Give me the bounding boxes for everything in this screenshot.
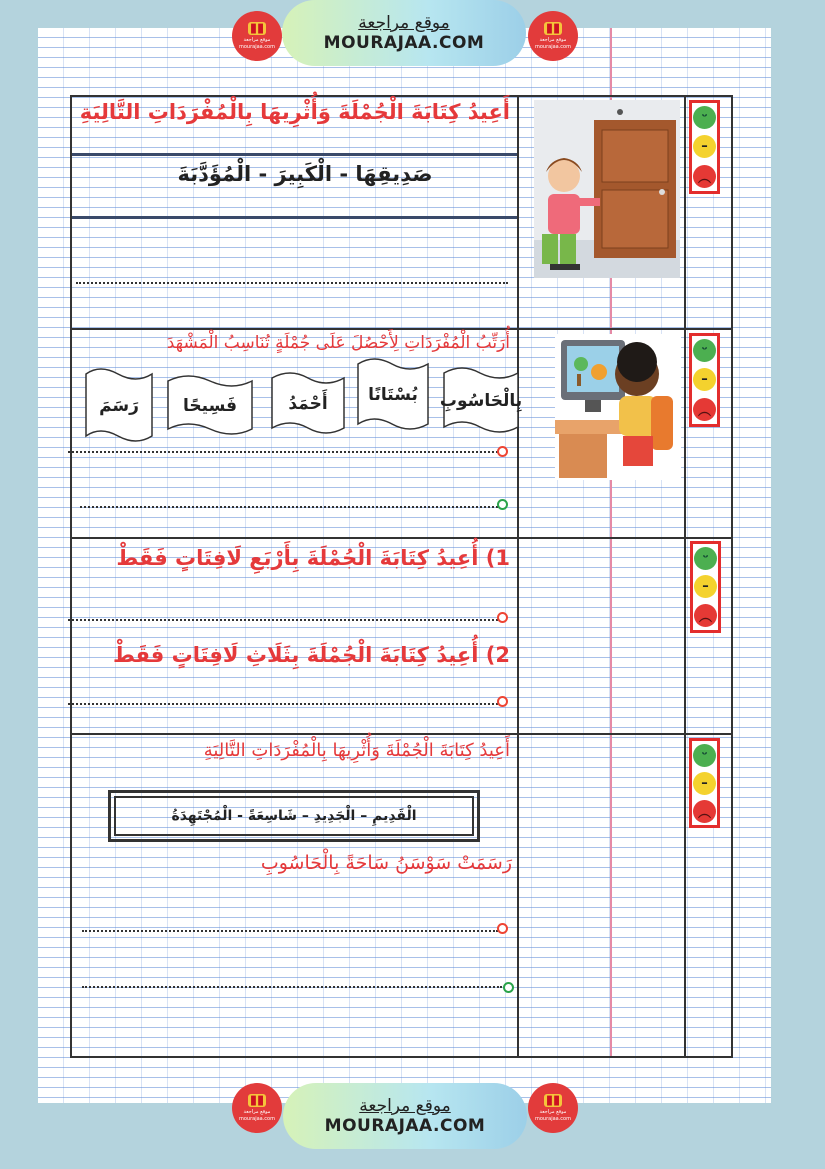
logo-domain: mourajaa.com: [238, 1116, 275, 1122]
site-name-english: MOURAJAA.COM: [324, 1116, 486, 1136]
logo-domain: mourajaa.com: [534, 1116, 571, 1122]
site-name-arabic: موقع مراجعة: [359, 1096, 451, 1116]
header-badge[interactable]: [282, 0, 526, 66]
table-border-left: [70, 95, 72, 1057]
footer-badge[interactable]: [283, 1083, 527, 1149]
flag-word: بُسْتَانًا: [368, 385, 418, 405]
neutral-face-icon[interactable]: –: [693, 772, 716, 795]
line-end-marker: [503, 982, 514, 993]
sad-face-icon[interactable]: ︵: [693, 398, 716, 421]
word-flag-5[interactable]: [82, 366, 156, 446]
exercise2-instruction: أُرَتِّبُ الْمُفْرَدَاتِ لِأَحْصُلَ عَلَى جُمْلَةٍ تُنَاسِبُ الْمَشْهَدَ: [166, 333, 510, 353]
word-flag-4[interactable]: [164, 373, 256, 439]
neutral-face-icon[interactable]: –: [694, 575, 717, 598]
word-flag-3[interactable]: [268, 370, 348, 438]
boy-at-computer-illustration: [555, 334, 681, 480]
book-icon: ▮▮: [249, 21, 265, 36]
row-line: [70, 733, 733, 735]
neutral-face-icon[interactable]: –: [693, 135, 716, 158]
line-end-marker: [497, 612, 508, 623]
self-evaluation-faces-3[interactable]: [690, 541, 721, 633]
answer-line[interactable]: [68, 451, 498, 453]
site-logo-left[interactable]: [232, 11, 282, 61]
logo-text: موقع مراجعة: [539, 1109, 567, 1115]
exercise3-item2: 2) أُعِيدُ كِتَابَةَ الْجُمْلَةَ بِثَلَاثِ لَافِتَاتٍ فَقَطْ: [112, 643, 510, 667]
logo-domain: mourajaa.com: [534, 44, 571, 50]
happy-face-icon[interactable]: ᵕ: [694, 547, 717, 570]
answer-line[interactable]: [68, 703, 498, 705]
exercise1-words: صَدِيقِهَا - الْكَبِيرَ - الْمُؤَدَّبَةَ: [177, 162, 433, 186]
logo-text: موقع مراجعة: [539, 37, 567, 43]
logo-text: موقع مراجعة: [243, 1109, 271, 1115]
site-name-arabic: موقع مراجعة: [358, 13, 450, 33]
site-name-english: MOURAJAA.COM: [323, 33, 485, 53]
table-divider-2: [684, 95, 686, 1057]
underline: [72, 216, 517, 219]
happy-face-icon[interactable]: ᵕ: [693, 744, 716, 767]
exercise3-item1: 1) أُعِيدُ كِتَابَةَ الْجُمْلَةَ بِأَرْبَعِ لَافِتَاتٍ فَقَطْ: [116, 546, 510, 570]
word-flag-2[interactable]: [354, 356, 432, 434]
row-line: [70, 95, 733, 97]
self-evaluation-faces-2[interactable]: [689, 333, 720, 427]
exercise4-words: الْقَدِيمِ – الْجَدِيدِ – شَاسِعَةً - الْمُجْتَهِدَةُ: [114, 796, 474, 836]
answer-line[interactable]: [68, 619, 498, 621]
row-line: [70, 537, 733, 539]
line-end-marker: [497, 499, 508, 510]
answer-line[interactable]: [80, 506, 498, 508]
table-divider-1: [517, 95, 519, 1057]
book-icon: ▮▮: [545, 21, 561, 36]
flag-word: رَسَمَ: [99, 396, 139, 416]
answer-line[interactable]: [82, 986, 502, 988]
sad-face-icon[interactable]: ︵: [693, 165, 716, 188]
line-end-marker: [497, 923, 508, 934]
book-icon: ▮▮: [545, 1093, 561, 1108]
exercise4-sentence: رَسَمَتْ سَوْسَنُ سَاحَةً بِالْحَاسُوبِ: [260, 852, 512, 874]
happy-face-icon[interactable]: ᵕ: [693, 339, 716, 362]
site-logo-left[interactable]: [232, 1083, 282, 1133]
answer-line[interactable]: [82, 930, 498, 932]
flag-word: فَسِيحًا: [183, 396, 238, 416]
row-line: [70, 1056, 733, 1058]
sad-face-icon[interactable]: ︵: [694, 604, 717, 627]
self-evaluation-faces-1[interactable]: [689, 100, 720, 194]
neutral-face-icon[interactable]: –: [693, 368, 716, 391]
line-end-marker: [497, 696, 508, 707]
underline: [72, 153, 517, 156]
word-flag-1[interactable]: [440, 365, 522, 437]
logo-domain: mourajaa.com: [238, 44, 275, 50]
logo-text: موقع مراجعة: [243, 37, 271, 43]
row-line: [70, 328, 733, 330]
line-end-marker: [497, 446, 508, 457]
exercise1-instruction: أَعِيدُ كِتَابَةَ الْجُمْلَةَ وَأُثْرِيهَا بِالْمُفْرَدَاتِ التَّالِيَةِ: [79, 100, 510, 124]
book-icon: ▮▮: [249, 1093, 265, 1108]
self-evaluation-faces-4[interactable]: [689, 738, 720, 828]
happy-face-icon[interactable]: ᵕ: [693, 106, 716, 129]
flag-word: بِالْحَاسُوبِ: [439, 391, 523, 411]
answer-line[interactable]: [76, 282, 508, 284]
girl-at-door-illustration: [534, 100, 680, 278]
table-border-right: [731, 95, 733, 1057]
flag-word: أَحْمَدُ: [288, 394, 328, 414]
sad-face-icon[interactable]: ︵: [693, 800, 716, 823]
site-logo-right[interactable]: [528, 11, 578, 61]
exercise4-instruction: أَعِيدُ كِتَابَةَ الْجُمْلَةَ وَأُثْرِيهَا بِالْمُفْرَدَاتِ التَّالِيَةِ: [203, 740, 510, 761]
exercise4-word-box: [108, 790, 480, 842]
site-logo-right[interactable]: [528, 1083, 578, 1133]
